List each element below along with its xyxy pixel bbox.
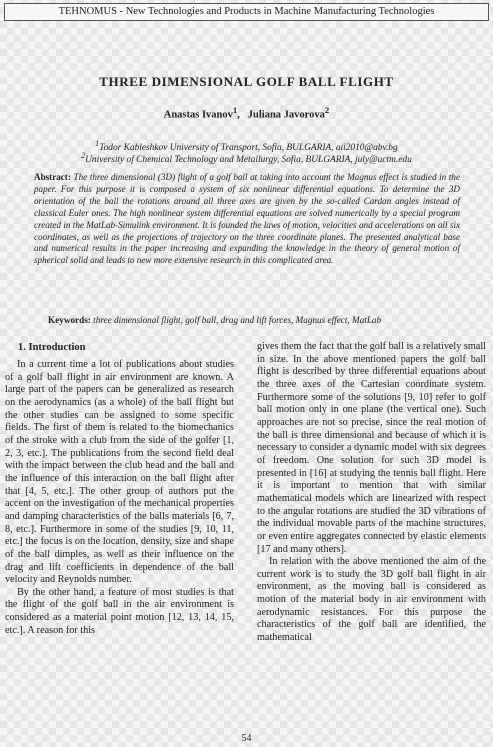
paragraph: gives them the fact that the golf ball is a relatively small in size. In the above mentioned papers the golf ball flight is described by three differential equations about the three axes of the Cartesian coordinate system. Furthermore some of the solutions [9, 10] refer to golf ball motion only in one plane (the vertical one). Such approaches are not so precise, since the real motion of the ball is three dimensional and because of which it is necessary to consider a dynamic model with six degrees of freedom. One solution for such 3D model is presented in [16] at studying the tennis ball flight. Here it is important to mention that with similar mathematical models which are linearized with respect to the angular rotations are studied the 3D vibrations of the individual movable parts of the machine structures, or even entire aggregates connected by elastic elements [17 and many others]. (257, 341, 486, 555)
section-heading: 1. Introduction (18, 342, 86, 353)
affiliation-2-sup: 2 (81, 151, 86, 160)
journal-header: TEHNOMUS - New Technologies and Products in Machine Manufacturing Technologies (4, 3, 489, 21)
abstract-label: Abstract: (34, 172, 71, 182)
keywords-label: Keywords: (48, 315, 91, 325)
author-1-sup: 1 (232, 105, 238, 115)
paragraph: In relation with the above mentioned the aim of the current work is to study the 3D golf ball flight in air environment, as the moving ball is considered as motion of the material body in air environment with aerodynamic resistances. For this purpose the characteristics of the golf ball are identified, the mathematical (257, 556, 486, 644)
affiliation-2-text: University of Chemical Technology and Metallurgy, Sofia, BULGARIA, july@uctm.edu (85, 155, 412, 166)
affiliation-1-sup: 1 (95, 139, 100, 148)
keywords (48, 314, 468, 326)
paper-title: THREE DIMENSIONAL GOLF BALL FLIGHT (99, 74, 394, 89)
author-2-sup: 2 (324, 105, 330, 115)
keywords-text: three dimensional flight, golf ball, drag and lift forces, Magnus effect, MatLab (93, 315, 382, 325)
page-number: 54 (241, 733, 252, 744)
left-column (5, 359, 234, 637)
affiliation-2 (0, 150, 493, 166)
paragraph: By the other hand, a feature of most studies is that the flight of the golf ball in the air environment is considered as a material point motion [12, 13, 14, 15, etc.]. A reason for this (5, 586, 234, 636)
right-column (257, 341, 486, 645)
affiliation-1-text: Todor Kableshkov University of Transport, Sofia, BULGARIA, aii2010@abv.bg (99, 143, 398, 154)
author-1-name: Anastas Ivanov (163, 109, 233, 121)
author-separator: , (237, 109, 240, 121)
abstract (34, 172, 460, 267)
paragraph: In a current time a lot of publications about studies of a golf ball flight in air environment are known. A large part of the papers can be generalized as research on the aerodynamics (as a whole) of the ball flight but the other studies can be assigned to some specific fields. The first of them is related to the biomechanics of the stroke with a club from the side of the golfer [1, 2, 3, etc.]. The publications from the second field deal with the impact between the club head and the ball and the influence of this interaction on the ball flight after that [4, 5, etc.]. The other group of authors put the accent on the investigation of the mechanical properties and damping characteristics of the balls materials [6, 7, 8, etc.]. Furthermore in some of the studies [9, 10, 11, etc.] the focus is on the location, density, size and shape of the ball dimples, as well as their influence on the drag and lift coefficients in dependence of the ball velocity and Reynolds number. (5, 359, 234, 586)
abstract-text: The three dimensional (3D) flight of a golf ball at taking into account the Magnus effect is studied in the paper. For this purpose it is composed a system of six nonlinear differential equations. To determine the 3D orientation of the ball the rotations around all three axes are given by the so-called Cardan angles instead of classical Euler ones. The high nonlinear system differential equations are solved numerically by a special program created in the MatLab-Simulink environment. It is founded the laws of motion, velocities and accelerations on all six coordinates, as well as the projections of trajectory on the three coordinate planes. The presented analytical base and numerical results in the paper increasing and expanding the knowledge in the theory of general motion of spherical solid and leads to new more extensive research in this complicated area. (34, 172, 460, 266)
author-line (0, 105, 493, 121)
author-2-name: Juliana Javorova (247, 109, 325, 121)
